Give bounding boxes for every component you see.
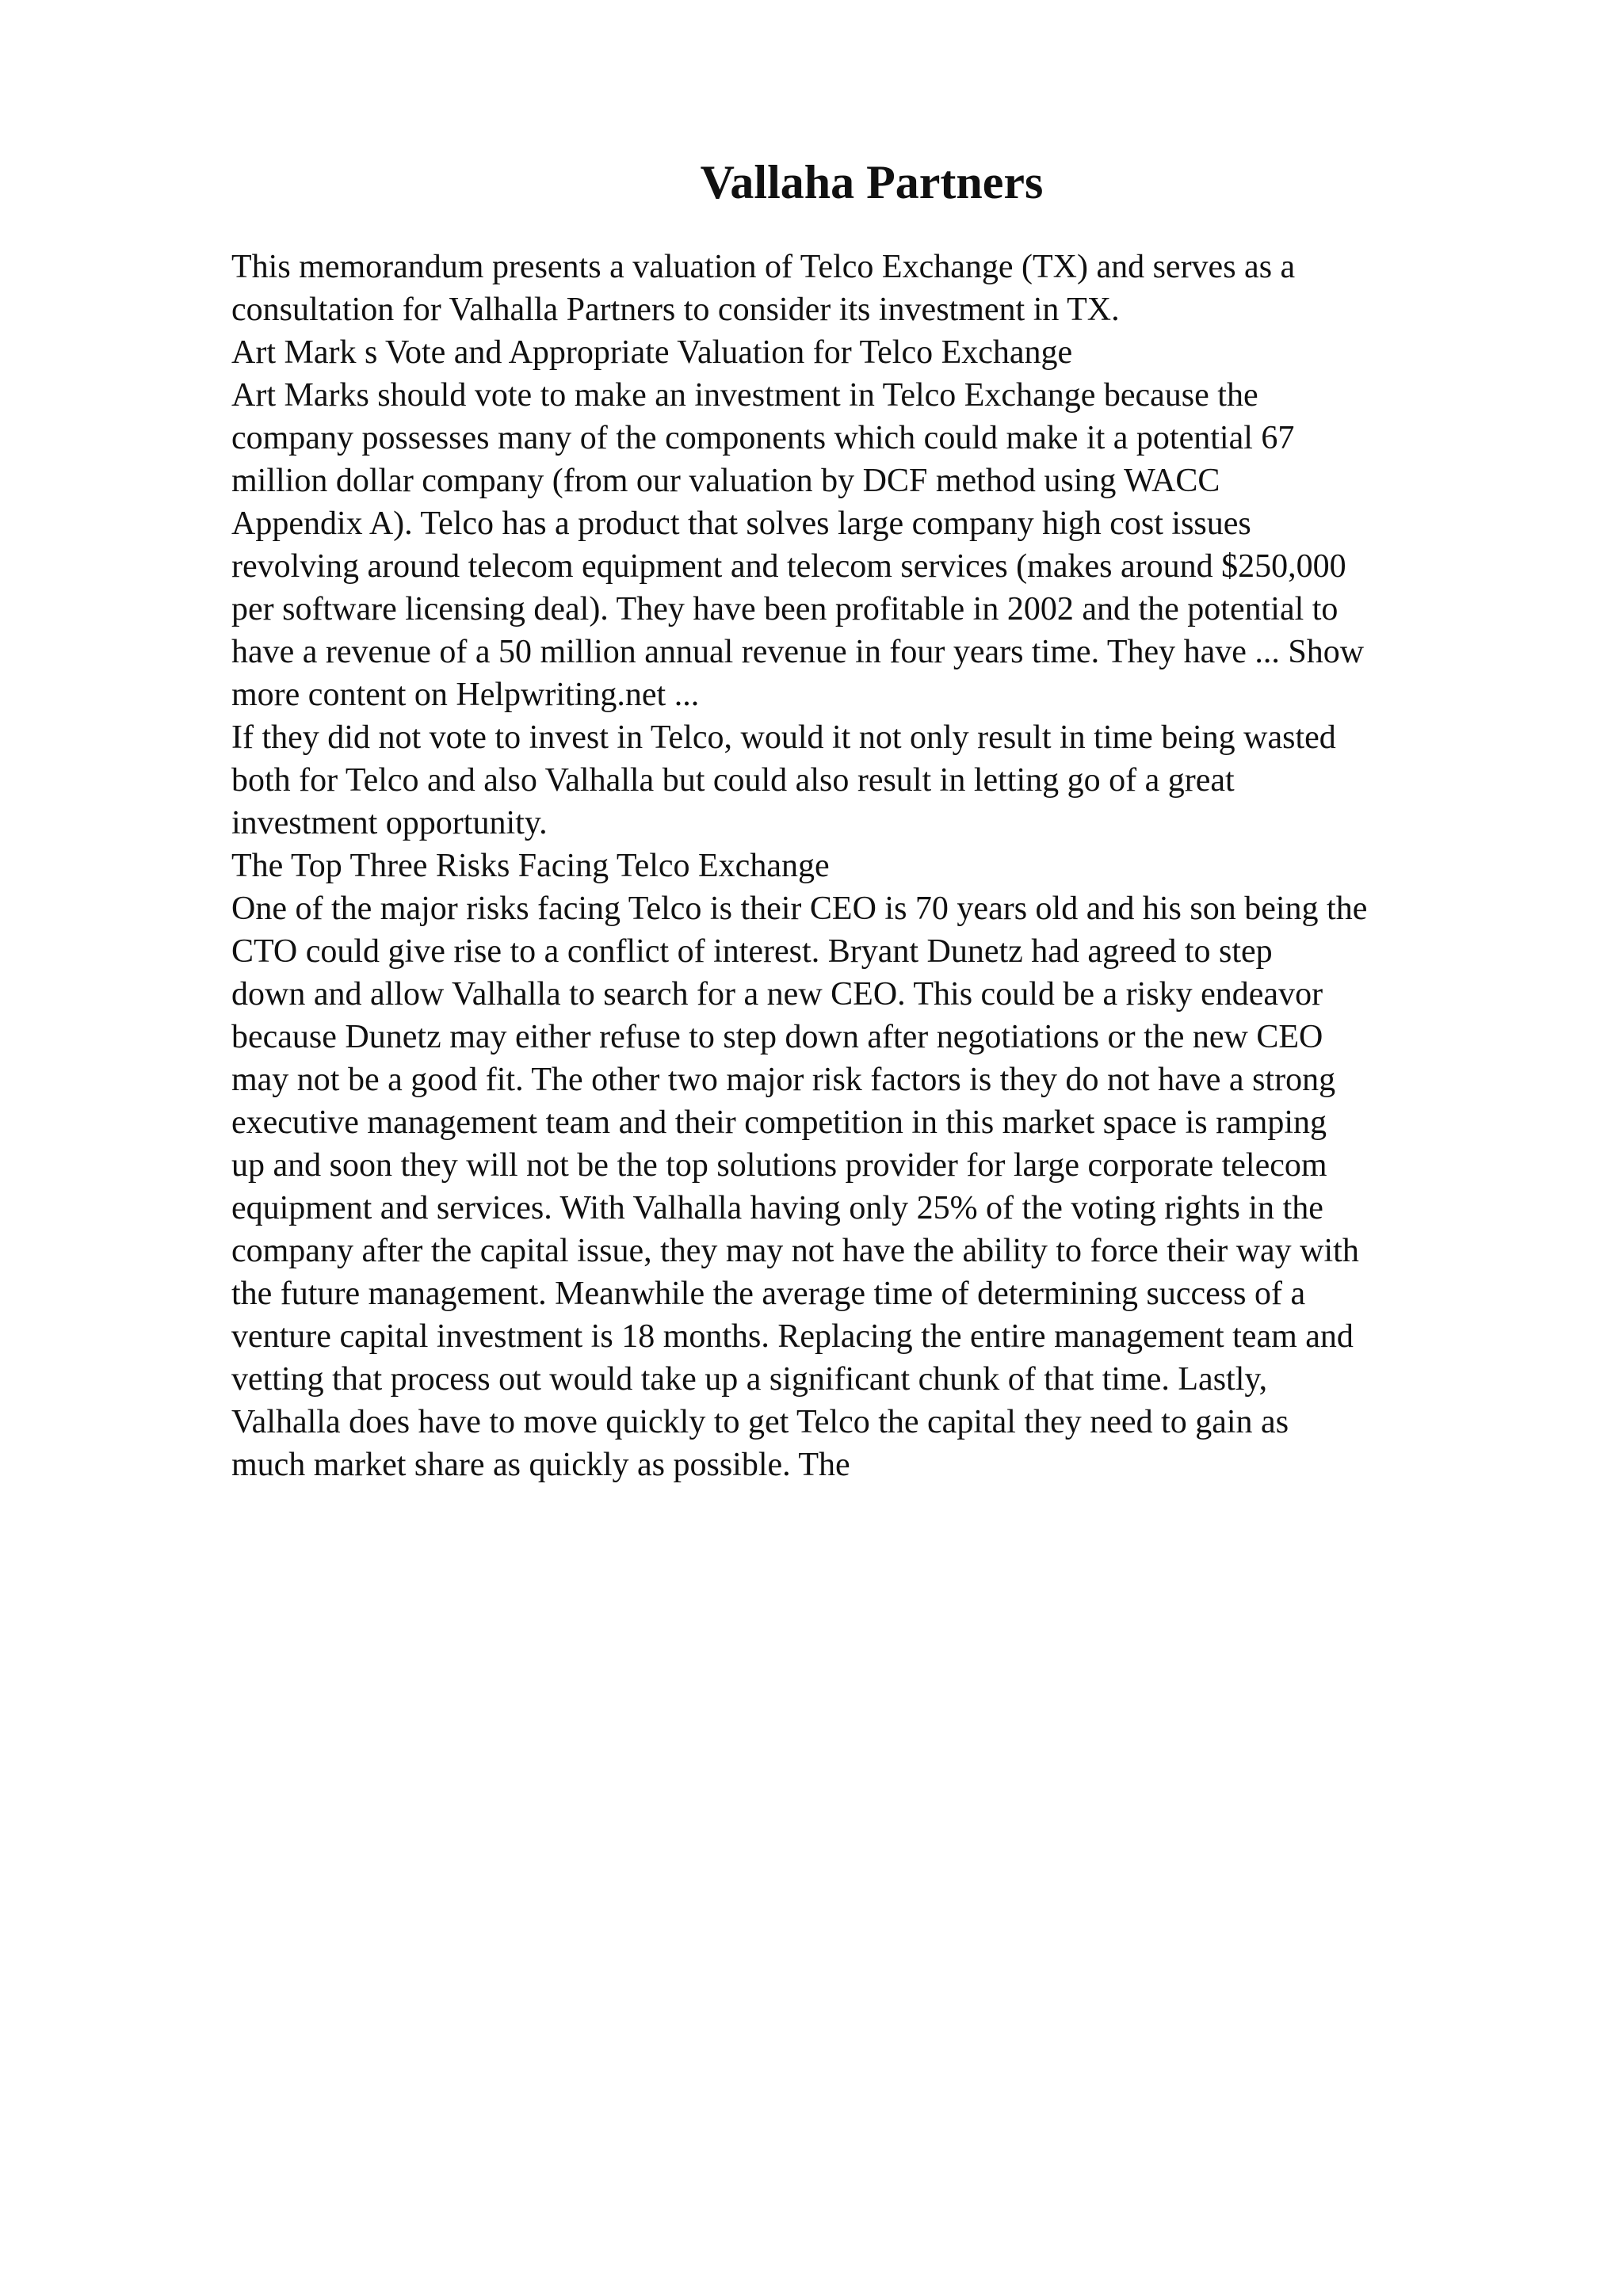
- body-line: investment opportunity.: [231, 805, 548, 841]
- body-line: executive management team and their competition in this market space is ramping: [231, 1104, 1327, 1141]
- body-line: venture capital investment is 18 months. Replacing the entire management team and: [231, 1318, 1354, 1355]
- body-line: company possesses many of the components which could make it a potential 67: [231, 420, 1295, 456]
- body-line: One of the major risks facing Telco is their CEO is 70 years old and his son being the: [231, 891, 1368, 927]
- body-line: have a revenue of a 50 million annual revenue in four years time. They have ... Show: [231, 634, 1365, 670]
- document-title: Vallaha Partners: [700, 156, 1044, 208]
- body-line: If they did not vote to invest in Telco, would it not only result in time being wasted: [231, 719, 1336, 756]
- body-line: because Dunetz may either refuse to step down after negotiations or the new CEO: [231, 1019, 1323, 1055]
- body-line: company after the capital issue, they may not have the ability to force their way with: [231, 1233, 1359, 1269]
- body-line: per software licensing deal). They have been profitable in 2002 and the potential to: [231, 591, 1338, 627]
- body-line: million dollar company (from our valuation by DCF method using WACC: [231, 463, 1220, 499]
- body-line: Appendix A). Telco has a product that solves large company high cost issues: [231, 505, 1251, 542]
- body-line: vetting that process out would take up a significant chunk of that time. Lastly,: [231, 1361, 1268, 1398]
- body-line: revolving around telecom equipment and telecom services (makes around $250,000: [231, 548, 1346, 585]
- section-heading: The Top Three Risks Facing Telco Exchange: [231, 848, 830, 884]
- body-line: more content on Helpwriting.net ...: [231, 677, 700, 713]
- body-line: This memorandum presents a valuation of Telco Exchange (TX) and serves as a: [231, 249, 1296, 285]
- body-line: up and soon they will not be the top solutions provider for large corporate telecom: [231, 1147, 1327, 1184]
- body-line: CTO could give rise to a conflict of interest. Bryant Dunetz had agreed to step: [231, 933, 1273, 970]
- body-line: Art Marks should vote to make an investment in Telco Exchange because the: [231, 377, 1258, 414]
- document-body: [231, 246, 1512, 1486]
- body-line: both for Telco and also Valhalla but could also result in letting go of a great: [231, 762, 1235, 799]
- body-line: the future management. Meanwhile the average time of determining success of a: [231, 1276, 1306, 1312]
- body-line: consultation for Valhalla Partners to consider its investment in TX.: [231, 292, 1120, 328]
- body-line: may not be a good fit. The other two major risk factors is they do not have a strong: [231, 1062, 1336, 1098]
- body-line: down and allow Valhalla to search for a new CEO. This could be a risky endeavor: [231, 976, 1323, 1013]
- body-line: Valhalla does have to move quickly to get Telco the capital they need to gain as: [231, 1404, 1289, 1440]
- body-line: equipment and services. With Valhalla having only 25% of the voting rights in the: [231, 1190, 1323, 1226]
- section-heading: Art Mark s Vote and Appropriate Valuation for Telco Exchange: [231, 334, 1073, 371]
- body-line: much market share as quickly as possible. The: [231, 1447, 850, 1483]
